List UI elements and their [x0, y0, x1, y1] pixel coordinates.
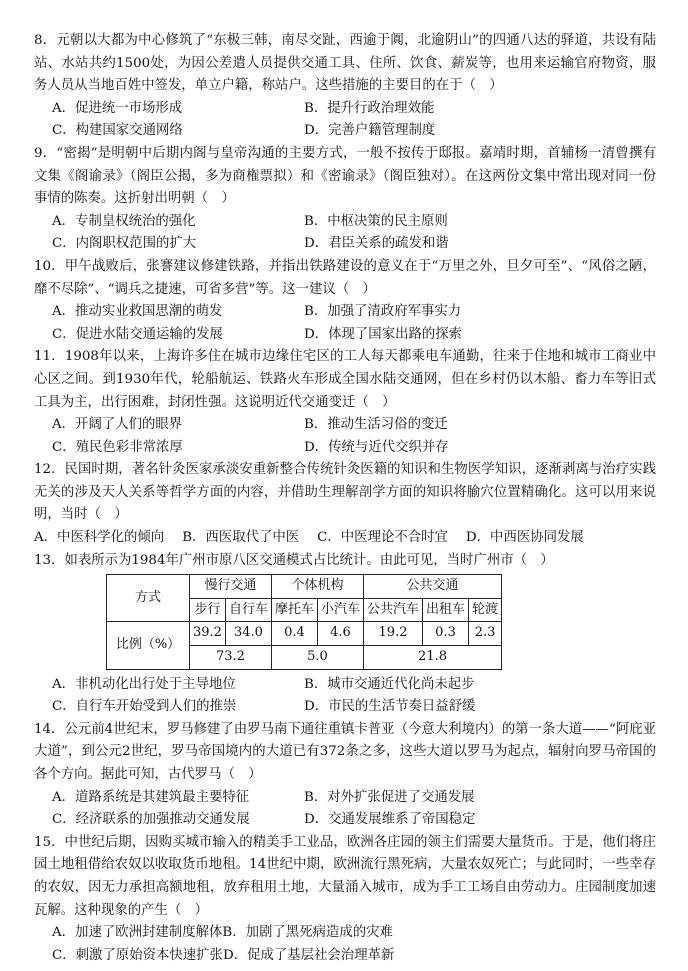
option-a[interactable]: A．专制皇权统治的强化	[52, 213, 196, 229]
option-a[interactable]: A．中医科学化的倾向	[34, 530, 165, 546]
option-c[interactable]: C．内阁职权范围的扩大	[52, 236, 197, 252]
option-c[interactable]: C．促进水陆交通运输的发展	[52, 326, 223, 342]
option-b[interactable]: B．加剧了黑死病造成的灾难	[222, 925, 393, 941]
table-value-cell: 19.2	[364, 622, 423, 646]
option-c[interactable]: C．殖民色彩非常浓厚	[52, 439, 183, 455]
table-mode-cell: 公共汽车	[364, 598, 423, 622]
option-d[interactable]: D．促成了基层社会治理革新	[222, 947, 395, 963]
option-d[interactable]: D．体现了国家出路的探索	[304, 326, 463, 342]
table-group-header: 慢行交通	[190, 575, 272, 599]
option-d[interactable]: D．交通发展维系了帝国稳定	[304, 812, 476, 828]
table-mode-cell: 步行	[190, 598, 226, 622]
option-d[interactable]: D．君臣关系的疏发和谐	[304, 236, 449, 252]
question-9: 9．“密揭”是明朝中后期内阁与皇帝沟通的主要方式，一般不按传于邸报。嘉靖时期，首辅杨一清曾撰有文集《阁谕录》（阁臣公揭，多为商権票拟）和《密谕录》（阁臣独对）。在这两份文集中常出现对同一份事情的陈奏。这折射出明朝（ ）	[34, 145, 656, 207]
table-subtotal-cell: 5.0	[271, 646, 363, 670]
option-row	[52, 922, 656, 945]
option-b[interactable]: B．西医取代了中医	[182, 530, 300, 546]
option-a[interactable]: A．加速了欧洲封建制度解体	[52, 925, 223, 941]
option-d[interactable]: D．中西医协同发展	[465, 530, 584, 546]
table-value-cell: 4.6	[317, 622, 363, 646]
table-row-label: 比例（%）	[107, 622, 190, 669]
option-b[interactable]: B．提升行政治理效能	[304, 100, 435, 116]
question-10-options	[34, 301, 656, 346]
option-a[interactable]: A．推动实业救国思潮的萌发	[52, 304, 223, 320]
option-c[interactable]: C．中医理论不合时宜	[317, 530, 448, 546]
table-subtotal-cell: 73.2	[190, 646, 272, 670]
option-a[interactable]: A．促进统一市场形成	[52, 100, 183, 116]
question-11: 11．1908年以来，上海许多住在城市边缘住宅区的工人每天都乘电车通勤，往来于住地和城市工商业中心区之间。到1930年代，轮船航运、铁路火车形成全国水陆交通网，但在乡村仍以木船、畜力车等旧式工具为主，出行困难，封闭性强。这说明近代交通变迁（ ）	[34, 349, 656, 410]
option-b[interactable]: B．中枢决策的民主原则	[304, 213, 448, 229]
table-value-cell: 39.2	[190, 622, 226, 646]
table-value-cell: 0.4	[271, 622, 317, 646]
option-d[interactable]: D．传统与近代交织并存	[304, 439, 449, 455]
option-b[interactable]: B．对外扩张促进了交通发展	[304, 789, 475, 805]
table-group-header: 个体机构	[271, 575, 363, 599]
table-value-cell: 0.3	[423, 622, 469, 646]
table-value-cell: 2.3	[469, 622, 502, 646]
option-b[interactable]: B．城市交通近代化尚未起步	[304, 676, 475, 692]
option-a[interactable]: A．道路系统是其建筑最主要特征	[52, 789, 250, 805]
question-13: 13．如表所示为1984年广州市原八区交通模式占比统计。由此可见，当时广州市（ ）	[34, 552, 554, 568]
option-d[interactable]: D．完善户籍管理制度	[304, 123, 436, 139]
question-12: 12．民国时期，著名针灸医家承淡安重新整合传统针灸医籍的知识和生物医学知识，逐渐剥离与治疗实践无关的涉及天人关系等哲学方面的内容，并借助生理解剖学方面的知识将腧穴位置精确化。这可以用来说明，当时（ ）	[34, 462, 656, 523]
table-value-cell: 34.0	[225, 622, 271, 646]
table-group-header: 公共交通	[364, 575, 502, 599]
option-d[interactable]: D．市民的生活节奏日益舒缓	[304, 699, 476, 715]
option-c[interactable]: C．经济联系的加强推动交通发展	[52, 812, 250, 828]
question-8-options	[34, 98, 656, 143]
table-mode-cell: 小汽车	[317, 598, 363, 622]
option-c[interactable]: C．自行车开始受到人们的推崇	[52, 699, 237, 715]
question-13-options	[34, 674, 656, 719]
table-mode-cell: 自行车	[225, 598, 271, 622]
option-a[interactable]: A．开阔了人们的眼界	[52, 417, 183, 433]
option-row	[52, 945, 656, 968]
option-b[interactable]: B．加强了清政府军事实力	[304, 304, 462, 320]
question-15: 15．中世纪后期，因购买城市输入的精美手工业品，欧洲各庄园的领主们需要大量货币。于是，他们将庄园土地租借给农奴以收取货币地租。14世纪中期，欧洲流行黑死病，大量农奴死亡；与此同时，一些幸存的农奴，因无力承担高额地租，放弃租用土地，大量涌入城市，成为手工工场自由劳动力。庄园制度加速瓦解。这种现象的产生（ ）	[34, 834, 656, 918]
question-12-options	[34, 527, 656, 550]
question-14-options	[34, 787, 656, 832]
table-header-mode: 方式	[107, 575, 190, 622]
table-mode-cell: 出租车	[423, 598, 469, 622]
option-b[interactable]: B．推动生活习俗的变迁	[304, 417, 448, 433]
table-mode-cell: 摩托车	[271, 598, 317, 622]
option-c[interactable]: C．刺激了原始资本快速扩张	[52, 947, 223, 963]
question-15-options	[34, 922, 656, 967]
traffic-mode-table	[106, 574, 502, 669]
table-mode-cell: 轮渡	[469, 598, 502, 622]
table-subtotal-cell: 21.8	[364, 646, 502, 670]
question-14: 14．公元前4世纪末，罗马修建了由罗马南下通往重镇卡普亚（今意大利境内）的第一条大道——“阿庇亚大道”，到公元2世纪，罗马帝国境内的大道已有372条之多，这些大道以罗马为起点，辐射向罗马帝国的各个方向。据此可知，古代罗马（ ）	[34, 721, 656, 782]
question-9-options	[34, 211, 656, 256]
question-8: 8．元朝以大都为中心修筑了“东极三韩，南尽交趾，西逾于阗，北逾阴山”的四通八达的驿道，共设有陆站、水站共约1500处，为因公差遣人员提供交通工具、住所、饮食、薪炭等，也用来运输官府物资，服务人员从当地百姓中签发，单立户籍，称站户。这些措施的主要目的在于（ ）	[34, 33, 656, 94]
option-c[interactable]: C．构建国家交通网络	[52, 123, 183, 139]
question-10: 10．甲午战败后，张謇建议修建铁路，并指出铁路建设的意义在于“万里之外，旦夕可至”、“风俗之陋，靡不尽除”、“调兵之捷速，可省多营”等。这一建议（ ）	[34, 258, 656, 297]
question-11-options	[34, 414, 656, 459]
option-a[interactable]: A．非机动化出行处于主导地位	[52, 676, 236, 692]
